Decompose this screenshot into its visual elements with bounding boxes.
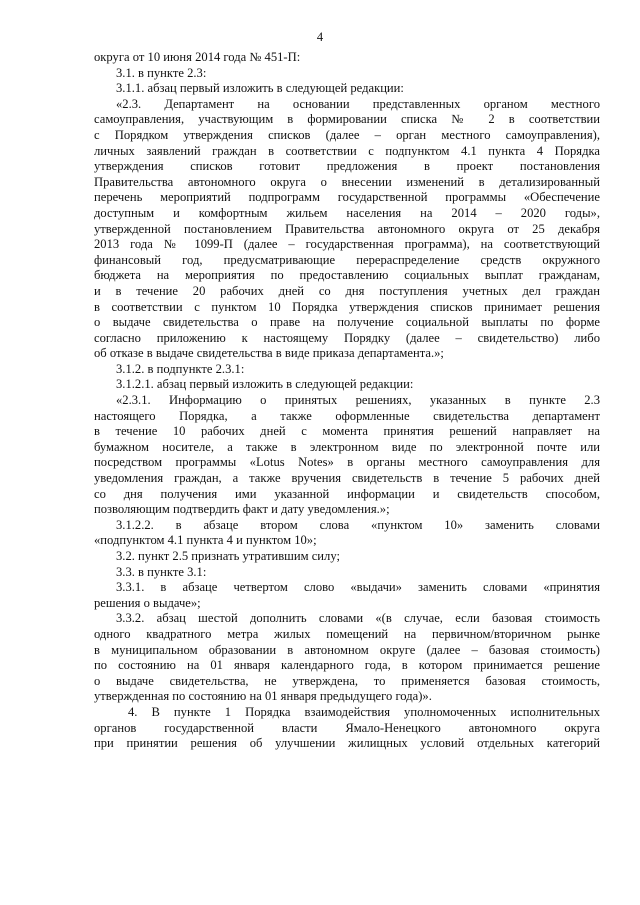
text-line: Правительства автономного округа о внесении изменений в детализированный <box>94 174 600 189</box>
text-line: бумажном носителе, а также в электронном виде по электронной почте или <box>94 439 600 454</box>
text-line: утверждения списков готовит предложения в проект постановления <box>94 159 600 174</box>
text-line: округа от 10 июня 2014 года № 451-П: <box>94 50 301 64</box>
text-line: «2.3.1. Информацию о принятых решениях, указанных в пункте 2.3 <box>116 393 600 408</box>
text-line: с Порядком утверждения списков (далее – орган местного самоуправления), <box>94 127 600 142</box>
text-line: одного квадратного метра жилых помещений на первичном/вторичном рынке <box>94 626 600 641</box>
text-line: финансовый год, предусматривающие перераспределение средств окружного <box>94 252 600 267</box>
text-line: доступным и комфортным жильем населения на 2014 – 2020 годы», <box>94 205 600 220</box>
text-line: уведомления граждан, а также вручения свидетельств в течение 5 рабочих дней <box>94 471 600 486</box>
text-line: 3.1.2.2. в абзаце втором слова «пунктом 10» заменить словами <box>116 517 600 532</box>
text-line: в соответствии с пунктом 10 Порядка утверждения списков принимает решения <box>94 299 600 314</box>
text-line: 3.1. в пункте 2.3: <box>116 65 207 80</box>
text-line: в течение 10 рабочих дней с момента принятия решений направляет на <box>94 424 600 439</box>
text-line: утвержденная по состоянию на 01 января предыдущего года)». <box>94 689 432 704</box>
text-line: о выдаче свидетельства о праве на получение социальной выплаты по форме <box>94 315 600 330</box>
text-line: посредством программы «Lotus Notes» в органы местного самоуправления для <box>94 455 600 470</box>
text-line: при принятии решения об улучшении жилищных условий отдельных категорий <box>94 736 600 751</box>
text-line: и в течение 20 рабочих дней со дня поступления учетных дел граждан <box>94 283 600 298</box>
text-line: 3.1.2.1. абзац первый изложить в следующей редакции: <box>116 377 414 392</box>
text-line: самоуправления, участвующим в формировании списка № 2 в соответствии <box>94 112 600 127</box>
text-line: «подпунктом 4.1 пункта 4 и пунктом 10»; <box>94 533 317 548</box>
document-body <box>94 50 600 752</box>
text-line: перечень мероприятий подпрограмм государственной программы «Обеспечение <box>94 190 600 205</box>
text-line: позволяющим подтвердить факт и дату уведомления.»; <box>94 502 390 517</box>
text-line: 3.2. пункт 2.5 признать утратившим силу; <box>116 549 340 563</box>
text-line: 3.3.1. в абзаце четвертом слово «выдачи» заменить словами «принятия <box>116 580 600 595</box>
text-line: о выдаче свидетельства, не утверждена, то применяется базовая стоимость, <box>94 673 600 688</box>
text-line: согласно приложению к настоящему Порядку (далее – свидетельство) либо <box>94 330 600 345</box>
text-line: утвержденной постановлением Правительства автономного округа от 25 декабря <box>94 221 600 236</box>
text-line: 3.1.1. абзац первый изложить в следующей редакции: <box>116 81 404 96</box>
text-line: в муниципальном образовании в автономном округе (далее – базовая стоимость) <box>94 642 600 657</box>
text-line: 3.3.2. абзац шестой дополнить словами «(в случае, если базовая стоимость <box>116 611 600 626</box>
text-line: решения о выдаче»; <box>94 595 201 610</box>
text-line: по состоянию на 01 января календарного года, в котором принимается решение <box>94 658 600 673</box>
text-line: органов государственной власти Ямало-Ненецкого автономного округа <box>94 720 600 735</box>
text-line: «2.3. Департамент на основании представленных органом местного <box>116 96 600 111</box>
text-line: 3.1.2. в подпункте 2.3.1: <box>116 361 245 376</box>
text-line: 4. В пункте 1 Порядка взаимодействия уполномоченных исполнительных <box>128 704 600 719</box>
text-line: бюджета на мероприятия по предоставлению социальных выплат гражданам, <box>94 268 600 283</box>
text-line: со дня получения ими указанной информации и свидетельств способом, <box>94 486 600 501</box>
text-line: личных заявлений граждан в соответствии с подпунктом 4.1 пункта 4 Порядка <box>94 143 600 158</box>
page-number: 4 <box>316 30 324 44</box>
text-line: 3.3. в пункте 3.1: <box>116 564 207 579</box>
text-line: 2013 года № 1099-П (далее – государственная программа), на соответствующий <box>94 237 600 252</box>
text-line: об отказе в выдаче свидетельства в виде приказа департамента.»; <box>94 346 444 361</box>
text-line: настоящего Порядка, а также оформленные свидетельства департамент <box>94 408 600 423</box>
